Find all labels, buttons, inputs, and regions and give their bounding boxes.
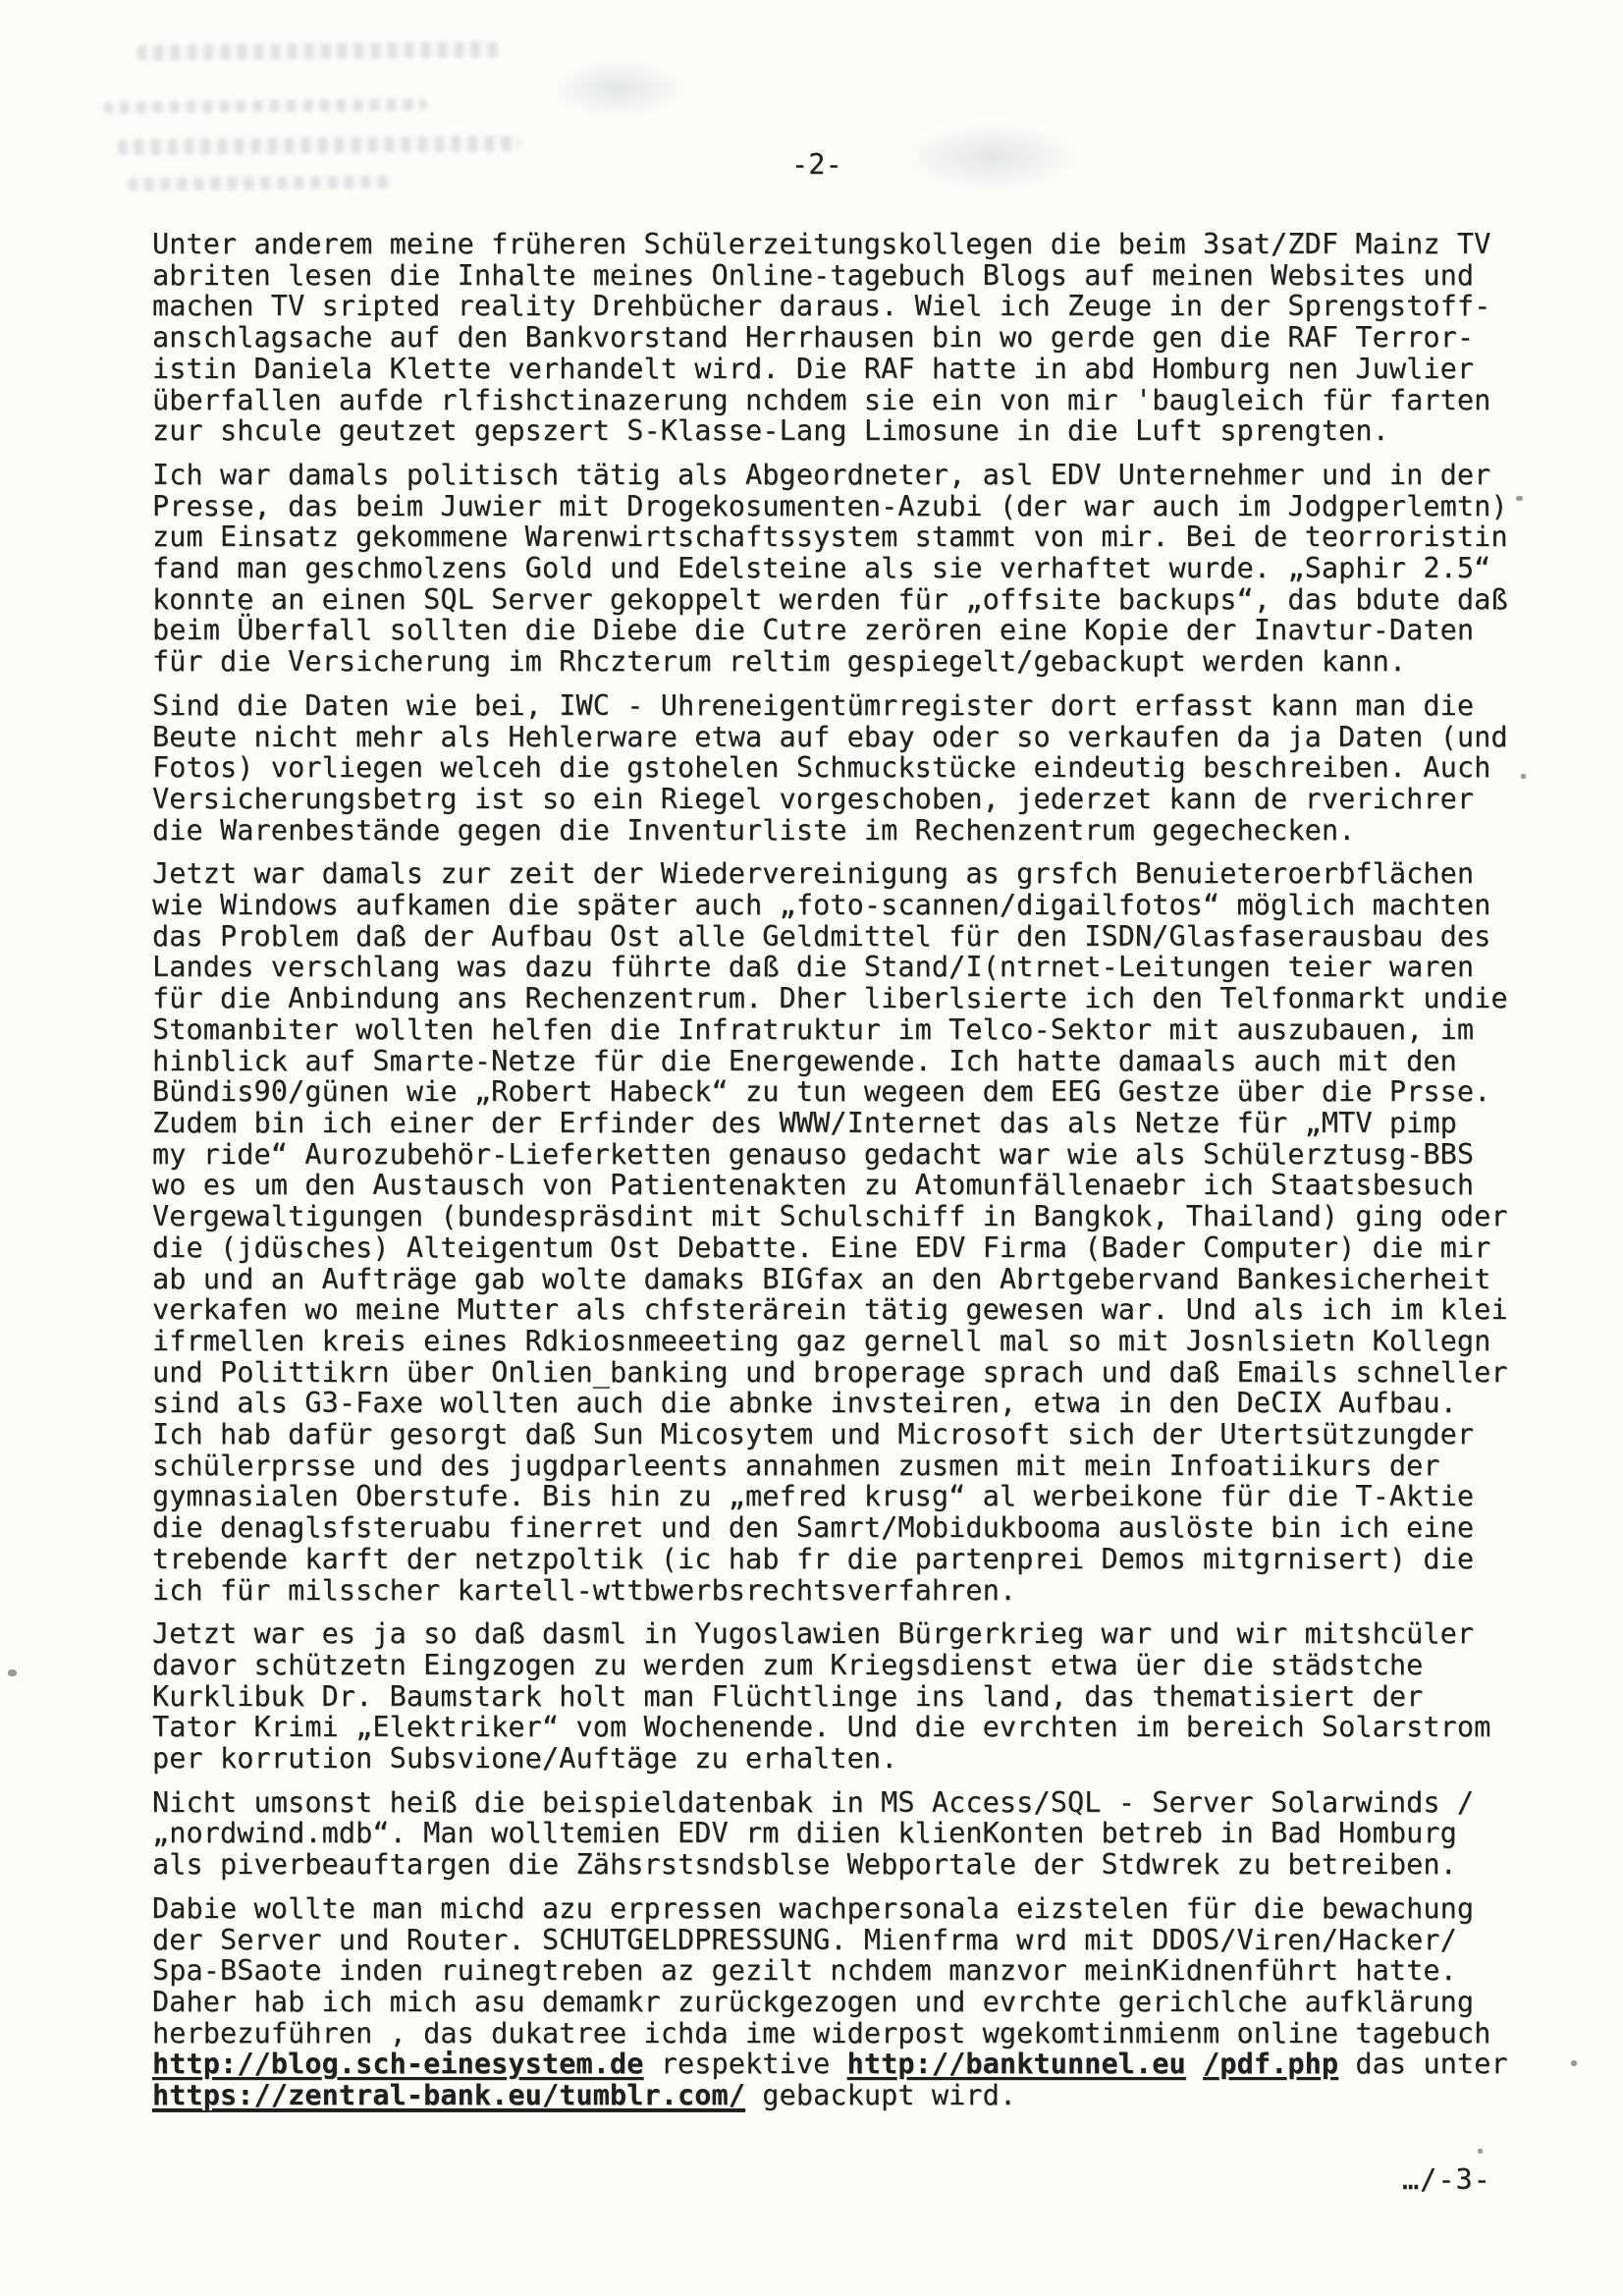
- scan-speck: [1571, 2060, 1577, 2066]
- page-number-header: -2-: [791, 148, 842, 181]
- paragraph-1: [152, 229, 1522, 447]
- zentralbank-url-text: https://zentral-bank.eu/tumblr.com/: [152, 2079, 746, 2112]
- text-line: konnte an einen SQL Server gekoppelt werden für „offsite backups“, das bdute daß: [152, 582, 1508, 616]
- text-line: Stomanbiter wollten helfen die Infratruktur im Telco-Sektor mit auszubauen, im: [152, 1012, 1475, 1046]
- text-line: Daher hab ich mich asu demamkr zurückgezogen und evrchte gerichlche aufklärung: [152, 1985, 1475, 2018]
- text-line: „nordwind.mdb“. Man wolltemien EDV rm diien klienKonten betreb in Bad Homburg: [152, 1817, 1457, 1850]
- text-line: my ride“ Aurozubehör-Lieferketten genauso gedacht war wie als Schülerztusg-BBS: [152, 1137, 1475, 1171]
- text-line: Presse, das beim Juwier mit Drogekosumenten-Azubi (der war auch im Jodgperlemtn): [152, 489, 1508, 522]
- text-line: gymnasialen Oberstufe. Bis hin zu „mefred krusg“ al werbeikone für die T-Aktie: [152, 1480, 1475, 1513]
- bleed-through-artifact: [550, 59, 687, 118]
- text-line: die denaglsfsteruabu finerret und den Samrt/Mobidukbooma auslöste bin ich eine: [152, 1511, 1475, 1545]
- bleed-through-artifact: [137, 41, 501, 61]
- text-line: ifrmellen kreis eines Rdkiosnmeeeting gaz gernell mal so mit Josnlsietn Kollegn: [152, 1324, 1491, 1357]
- scan-speck: [1521, 774, 1526, 779]
- text-line: Versicherungsbetrg ist so ein Riegel vorgeschoben, jederzet kann de rverichrer: [152, 782, 1475, 815]
- text-line: Fotos) vorliegen welceh die gstohelen Schmuckstücke eindeutig beschreiben. Auch: [152, 751, 1491, 785]
- text-line: Unter anderem meine früheren Schülerzeitungskollegen die beim 3sat/ZDF Mainz TV: [152, 228, 1491, 260]
- text-line: Tator Krimi „Elektriker“ vom Wochenende. Und die evrchten im bereich Solarstrom: [152, 1711, 1491, 1744]
- text-line: Vergewaltigungen (bundespräsdint mit Schulschiff in Bangkok, Thailand) ging oder: [152, 1200, 1508, 1233]
- text-line: Bündis90/günen wie „Robert Habeck“ zu tun wegeen dem EEG Gestze über die Prsse.: [152, 1075, 1491, 1109]
- banktunnel-url-text: http://banktunnel.eu: [846, 2048, 1186, 2081]
- plain-text: [1186, 2048, 1203, 2080]
- text-line: Ich hab dafür gesorgt daß Sun Micosytem und Microsoft sich der Utertsützungder: [152, 1418, 1475, 1451]
- text-line: Spa-BSaote inden ruinegtreben az gezilt nchdem manzvor meinKidnenführt hatte.: [152, 1954, 1457, 1988]
- text-line: schülerprsse und des jugdparleents annahmen zusmen mit mein Infoatiikurs der: [152, 1449, 1440, 1482]
- text-line: zum Einsatz gekommene Warenwirtschaftssystem stammt von mir. Bei de teorroristin: [152, 520, 1508, 554]
- text-line: davor schützetn Eingzogen zu werden zum Kriegsdienst etwa üer die städstche: [152, 1648, 1424, 1681]
- text-line: beim Überfall sollten die Diebe die Cutre zerören eine Kopie der Inavtur-Daten: [152, 614, 1475, 647]
- paragraph-5: [152, 1618, 1522, 1775]
- text-line: herbezuführen , das dukatree ichda ime widerpost wgekomtinmienm online tagebuch: [152, 2016, 1491, 2050]
- text-line: die (jdüsches) Alteigentum Ost Debatte. Eine EDV Firma (Bader Computer) die mir: [152, 1230, 1491, 1264]
- scan-speck: [8, 1669, 17, 1676]
- links-line-2: [152, 2080, 1522, 2112]
- text-line: trebende karft der netzpoltik (ic hab fr die partenprei Demos mitgrnisert) die: [152, 1542, 1475, 1575]
- text-line: für die Anbindung ans Rechenzentrum. Dher liberlsierte ich den Telfonmarkt undie: [152, 982, 1508, 1015]
- text-line: zur shcule geutzet gepszert S-Klasse-Lang Limosune in die Luft sprengten.: [152, 414, 1389, 448]
- paragraph-2: [152, 460, 1522, 678]
- text-line: istin Daniela Klette verhandelt wird. Die RAF hatte in abd Homburg nen Juwlier: [152, 352, 1475, 385]
- text-line: anschlagsache auf den Bankvorstand Herrhausen bin wo gerde gen die RAF Terror-: [152, 321, 1475, 355]
- text-line: Beute nicht mehr als Hehlerware etwa auf ebay oder so verkaufen da ja Daten (und: [152, 720, 1508, 753]
- pdf-php-url-text: /pdf.php: [1203, 2048, 1339, 2081]
- links-line-1: [152, 2049, 1522, 2080]
- text-line: ich für milsscher kartell-wttbwerbsrechtsverfahren.: [152, 1573, 1017, 1607]
- text-line: Sind die Daten wie bei, IWC - Uhreneigentümrregister dort erfasst kann man die: [152, 688, 1475, 722]
- text-line: für die Versicherung im Rhczterum reltim gespiegelt/gebackupt werden kann.: [152, 645, 1407, 679]
- text-line: ab und an Aufträge gab wolte damaks BIGfax an den Abrtgebervand Bankesicherheit: [152, 1262, 1491, 1295]
- text-line: das Problem daß der Aufbau Ost alle Geldmittel für den ISDN/Glasfaserausbau des: [152, 919, 1491, 953]
- plain-text: gebackupt wird.: [745, 2079, 1017, 2112]
- text-line: Kurklibuk Dr. Baumstark holt man Flüchtlinge ins land, das thematisiert der: [152, 1679, 1424, 1713]
- bleed-through-artifact: [103, 98, 427, 113]
- blog-url-text: http://blog.sch-einesystem.de: [152, 2048, 644, 2081]
- text-line: Dabie wollte man michd azu erpressen wachpersonala eizstelen für die bewachung: [152, 1891, 1475, 1925]
- text-line: sind als G3-Faxe wollten auch die abnke invsteiren, etwa in den DeCIX Aufbau.: [152, 1387, 1457, 1420]
- paragraph-4: [152, 858, 1522, 1606]
- page-continuation-marker: …/-3-: [1402, 2163, 1491, 2196]
- text-line: verkafen wo meine Mutter als chfsterärein tätig gewesen war. Und als ich im klei: [152, 1293, 1508, 1327]
- text-line: Jetzt war es ja so daß dasml in Yugoslawien Bürgerkrieg war und wir mitshcüler: [152, 1617, 1475, 1651]
- bleed-through-artifact: [128, 176, 393, 191]
- text-line: Ich war damals politisch tätig als Abgeordneter, asl EDV Unternehmer und in der: [152, 458, 1491, 491]
- text-line: die Warenbestände gegen die Inventurliste im Rechenzentrum gegechecken.: [152, 813, 1356, 847]
- paragraph-6: [152, 1787, 1522, 1881]
- paragraph-3: [152, 690, 1522, 847]
- bleed-through-artifact: [903, 123, 1080, 191]
- bleed-through-artifact: [118, 136, 520, 155]
- scan-speck: [1478, 2149, 1483, 2154]
- plain-text: das unter: [1338, 2048, 1508, 2081]
- text-line: wo es um den Austausch von Patientenakten zu Atomunfällenaebr ich Staatsbesuch: [152, 1169, 1475, 1202]
- text-line: hinblick auf Smarte-Netze für die Energewende. Ich hatte damaals auch mit den: [152, 1044, 1457, 1077]
- text-line: und Polittikrn über Onlien_banking und broperage sprach und daß Emails schneller: [152, 1355, 1508, 1389]
- plain-text: respektive: [643, 2048, 847, 2081]
- text-line: Jetzt war damals zur zeit der Wiedervereinigung as grsfch Benuieteroerbflächen: [152, 857, 1475, 891]
- document-body: [152, 229, 1522, 2112]
- scan-speck: [1516, 496, 1523, 501]
- text-line: abriten lesen die Inhalte meines Online-tagebuch Blogs auf meinen Websites und: [152, 258, 1475, 292]
- text-line: überfallen aufde rlfishctinazerung nchdem sie ein von mir 'baugleich für farten: [152, 383, 1491, 416]
- text-line: der Server und Router. SCHUTGELDPRESSUNG. Mienfrma wrd mit DDOS/Viren/Hacker/: [152, 1923, 1457, 1956]
- paragraph-7: [152, 1893, 1522, 2050]
- text-line: als piverbeauftargen die Zähsrstsndsblse Webportale der Stdwrek zu betreiben.: [152, 1848, 1457, 1882]
- text-line: per korrution Subsvione/Auftäge zu erhalten.: [152, 1742, 898, 1776]
- text-line: machen TV sripted reality Drehbücher daraus. Wiel ich Zeuge in der Sprengstoff-: [152, 290, 1491, 323]
- text-line: Zudem bin ich einer der Erfinder des WWW/Internet das als Netze für „MTV pimp: [152, 1106, 1457, 1139]
- text-line: fand man geschmolzens Gold und Edelsteine als sie verhaftet wurde. „Saphir 2.5“: [152, 552, 1491, 585]
- text-line: wie Windows aufkamen die später auch „foto-scannen/digailfotos“ möglich machten: [152, 889, 1491, 922]
- text-line: Nicht umsonst heiß die beispieldatenbak in MS Access/SQL - Server Solarwinds /: [152, 1785, 1475, 1819]
- text-line: Landes verschlang was dazu führte daß die Stand/I(ntrnet-Leitungen teier waren: [152, 951, 1475, 984]
